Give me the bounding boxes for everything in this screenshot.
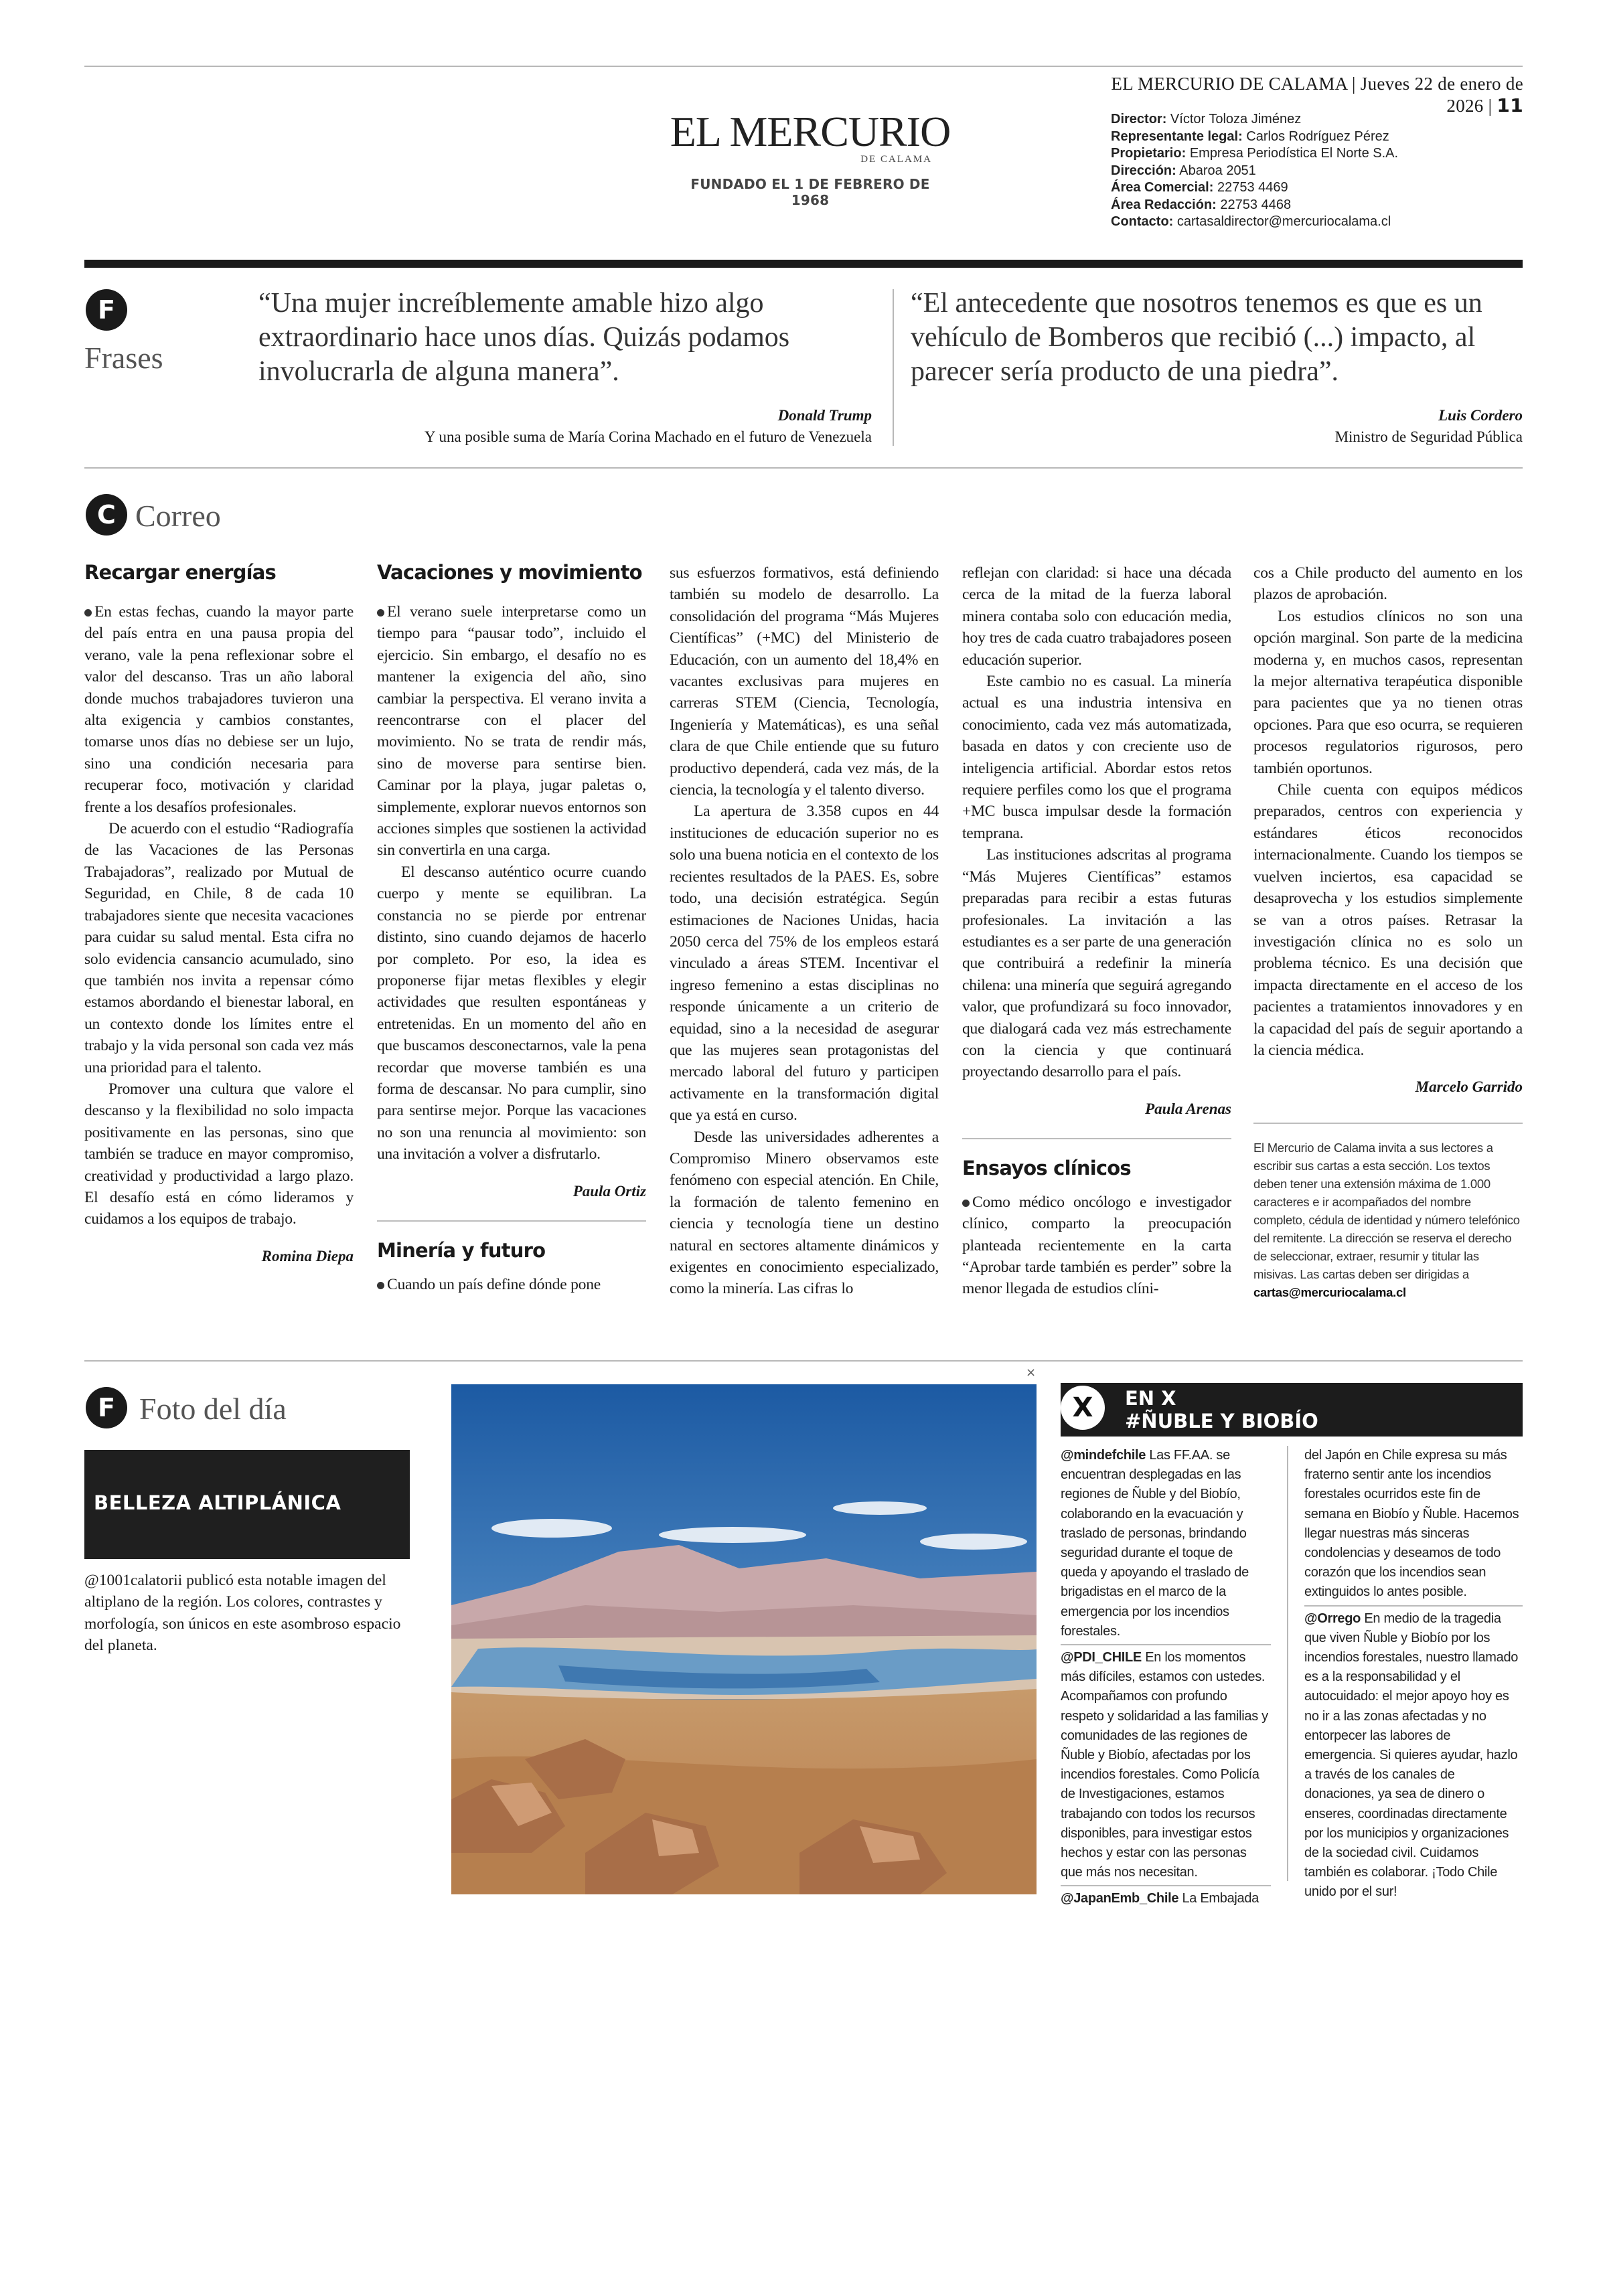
staff-line: Director: Víctor Toloza Jiménez xyxy=(1111,112,1302,127)
staff-line: Área Redacción: 22753 4468 xyxy=(1111,197,1292,212)
photo-caption: @1001calatorii publicó esta notable imagen del altiplano de la región. Los colores, contrastes y morfología, son únicos en este asombroso espacio del planeta. xyxy=(84,1572,401,1655)
x-icon: X xyxy=(1061,1386,1105,1430)
frases-bottom-rule xyxy=(84,467,1523,469)
x-post: @JapanEmb_Chile La Embajada xyxy=(1061,1891,1259,1906)
staff-line: Representante legal: Carlos Rodríguez Pérez xyxy=(1111,129,1389,144)
x-divider xyxy=(1061,1885,1271,1886)
letter-vacaciones: Vacaciones y movimiento El verano suele interpretarse como un tiempo para “pausar todo”, incluido el ejercicio. Sin embargo, el desafío no es mantener la exigencia del año, sino cambiar la perspectiva. El verano invita a reencontrarse con el placer del movimiento. No se trata de rendir más, sino de moverse para sentirse bien. Caminar por la playa, jugar paletas o, simplemente, explorar nuevos entornos son acciones simples que sostienen la actividad sin convertirla en una carga. El descanso auténtico ocurre cuando cuerpo y mente se equilibran. La constancia no se pierde por entrenar distinto, sino cuando dejamos de hacerlo por completo. Por eso, la idea es proponerse fijar metas flexibles y elegir actividades que resulten espontáneas y entretenidas. En un momento del año en que buscamos desconectarnos, vale la pena recordar que moverse también es una forma de descansar. No para cumplir, sino para sentirse mejor. Porque las vacaciones no son una renuncia al movimiento: son una invitación a volver a disfrutarlo. Paula Ortiz Minería y futuro Cuando un país define dónde pone xyxy=(377,561,646,1293)
letter-body: sus esfuerzos formativos, está definiendo también su modelo de desarrollo. La consolidación del programa “Más Mujeres Científicas” (+MC) del Ministerio de Educación, con un aumento del 18,4% en vacantes exclusivas para mujeres en carreras STEM (Ciencia, Tecnología, Ingeniería y Matemáticas), es una señal clara de que Chile entiende que su futuro productivo dependerá, cada vez más, de la ciencia, la tecnología y el talento diverso. La apertura de 3.358 cupos en 44 instituciones de educación superior no es solo una buena noticia en el contexto de los recientes resultados de la PAES. Es, sobre todo, una decisión estratégica. Según estimaciones de Naciones Unidas, hacia 2050 cerca del 75% de los empleos estará vinculado a áreas STEM. Incentivar el ingreso femenino a estas disciplinas no responde únicamente a un criterio de equidad, sino a la necesidad de asegurar que las mujeres sean protagonistas del mercado laboral del futuro y participen activamente en la transformación digital que ya está en curso. Desde las universidades adherentes a Compromiso Minero observamos este fenómeno con especial atención. En Chile, la formación de talento femenino en ciencia y tecnología tiene un destino natural en sectores altamente dinámicos y exigentes en conocimiento especializado, como la minería. Las cifras lo xyxy=(670,564,939,1298)
letter-divider xyxy=(377,1220,646,1222)
letter-headline: Vacaciones y movimiento xyxy=(377,561,642,584)
founded-line: FUNDADO EL 1 DE FEBRERO DE 1968 xyxy=(690,176,930,208)
x-posts-col2 xyxy=(1304,1446,1523,1902)
letter-signature: Marcelo Garrido xyxy=(1415,1078,1523,1096)
staff-line: Contacto: cartasaldirector@mercuriocalama.cl xyxy=(1111,214,1391,229)
letter-recargar-energias xyxy=(84,561,354,1265)
frases-icon: F xyxy=(86,289,127,331)
top-rule xyxy=(84,66,1523,67)
folio: EL MERCURIO DE CALAMA | Jueves 22 de enero de 2026 | 11 xyxy=(1111,74,1523,116)
quote-1-author: Donald Trump xyxy=(777,407,872,424)
staff-box xyxy=(1111,111,1513,231)
letter-ensayos-cont xyxy=(1253,562,1523,1301)
x-handle[interactable]: @Orrego xyxy=(1304,1611,1361,1626)
letter-mineria-cont xyxy=(670,562,939,1300)
masthead-city: DE CALAMA xyxy=(860,154,932,165)
correo-icon: C xyxy=(86,494,127,536)
quote-divider xyxy=(893,289,894,446)
quote-2-author: Luis Cordero xyxy=(1438,407,1523,424)
correo-title: Correo xyxy=(135,499,221,533)
staff-line: Dirección: Abaroa 2051 xyxy=(1111,163,1256,178)
foto-title: Foto del día xyxy=(139,1392,287,1426)
letters-email[interactable]: cartas@mercuriocalama.cl xyxy=(1253,1285,1406,1300)
x-divider xyxy=(1061,1644,1271,1645)
letter-headline: Minería y futuro xyxy=(377,1238,546,1262)
letter-signature: Romina Diepa xyxy=(261,1247,354,1264)
x-column-divider xyxy=(1287,1446,1288,1881)
x-divider xyxy=(1304,1605,1523,1607)
x-post: @Orrego En medio de la tragedia que viven Ñuble y Biobío por los incendios forestales, nuestro llamado es a la responsabilidad y el autocuidado: el mejor apoyo hoy es no ir a las zonas afectadas y no entorpecer las labores de emergencia. Si quieres ayudar, hazlo a través de los canales de donaciones, ya sea de dinero o enseres, coordinadas directamente por los municipios y organizaciones de la sociedad civil. Cuidamos también es colaborar. ¡Todo Chile unido por el sur! xyxy=(1304,1611,1519,1900)
letter-body: En estas fechas, cuando la mayor parte del país entra en una pausa propia del verano, vale la pena reflexionar sobre el valor del descanso. Tras un año laboral donde muchos trabajadores tuvieron una alta exigencia y cambios constantes, tomarse unos días no debiese ser un lujo, sino una condición necesaria para recuperar foco, motivación y claridad frente a los desafíos profesionales. De acuerdo con el estudio “Radiografía de las Vacaciones de las Personas Trabajadoras”, realizado por Mutual de Seguridad, en Chile, 8 de cada 10 trabajadores siente que necesita vacaciones para cuidar su salud mental. Esta cifra no solo evidencia cansancio acumulado, sino que también nos invita a repensar cómo estamos abordando el bienestar laboral, en un contexto donde los límites entre el trabajo y la vida personal son cada vez más una prioridad para el talento. Promover una cultura que valore el descanso y la flexibilidad no solo impacta positivamente en las personas, sino que también se traduce en mayor compromiso, creatividad y productividad a largo plazo. El desafío está en cómo lideramos y cuidamos a los equipos de trabajo. xyxy=(84,603,354,1228)
letter-headline: Recargar energías xyxy=(84,561,277,584)
letter-mineria-end: reflejan con claridad: si hace una década cerca de la mitad de la fuerza laboral minera contaba solo con educación media, hoy tres de cada cuatro trabajadores poseen educación superior. Este cambio no es casual. La minería actual es una industria intensiva en conocimiento, cada vez más automatizada, basada en datos y con creciente uso de inteligencia artificial. Abordar estos retos requiere perfiles como los que el programa +MC busca impulsar desde la formación temprana. Las instituciones adscritas al programa “Más Mujeres Científicas” estamos preparadas para recibir a estas futuras profesionales. La invitación a las estudiantes es a ser parte de una generación que contribuirá a redefinir la minería chilena: una minería que seguirá agregando valor, que profundizará su foco innovador, que dialogará cada vez más estrechamente con la ciencia y que continuará proyectando desarrollo para el país. Paula Arenas Ensayos clínicos Como médico oncólogo e investigador clínico, comparto la preocupación planteada recientemente en la carta “Aprobar tarde también es perder” sobre la menor llegada de estudios clíni- xyxy=(962,562,1231,1300)
thick-rule xyxy=(84,260,1523,268)
x-posts-col1 xyxy=(1061,1446,1271,1909)
staff-line: Área Comercial: 22753 4469 xyxy=(1111,180,1288,195)
page-number: 11 xyxy=(1497,94,1523,116)
frases-title: Frases xyxy=(84,341,163,375)
letter-body: cos a Chile producto del aumento en los plazos de aprobación. Los estudios clínicos no son una opción marginal. Son parte de la medicina moderna y, en muchos casos, representan la mejor alternativa terapéutica disponible para pacientes que ya no tienen otras opciones. Para que eso ocurra, se requieren procesos regulatorios rigurosos, pero también oportunos. Chile cuenta con equipos médicos preparados, centros con experiencia y estándares éticos reconocidos internacionalmente. Cuando los tiempos se vuelven inciertos, esa capacidad se desaprovecha y los estudios simplemente se van a otros países. Retrasar la investigación clínica no es solo un problema técnico. Es una decisión que impacta directamente en el acceso de los pacientes a tratamientos innovadores y en la capacidad del país de seguir aportando a la ciencia médica. xyxy=(1253,564,1523,1059)
staff-line: Propietario: Empresa Periodística El Norte S.A. xyxy=(1111,146,1399,161)
quote-2-role: Ministro de Seguridad Pública xyxy=(1334,428,1523,445)
en-x-title: EN X xyxy=(1125,1387,1176,1410)
masthead-name: EL MERCURIO xyxy=(670,108,951,155)
quote-1: “Una mujer increíblemente amable hizo algo extraordinario hace unos días. Quizás podamos involucrarla de alguna manera”. xyxy=(258,288,790,387)
x-post: @PDI_CHILE En los momentos más difíciles, estamos con ustedes. Acompañamos con profundo respeto y solidaridad a las familias y comunidades de las regiones de Ñuble y Biobío, afectadas por los incendios forestales. Como Policía de Investigaciones, estamos trabajando con todos los recursos disponibles, para investigar estos hechos y estar con las personas que más nos necesitan. xyxy=(1061,1650,1268,1880)
quote-1-role: Y una posible suma de María Corina Machado en el futuro de Venezuela xyxy=(424,428,872,445)
en-x-header xyxy=(1061,1383,1523,1437)
letter-signature: Paula Ortiz xyxy=(572,1182,646,1200)
letter-headline: Ensayos clínicos xyxy=(962,1156,1131,1179)
photo-close-icon[interactable]: × xyxy=(1026,1366,1037,1380)
letters-note: El Mercurio de Calama invita a sus lectores a escribir sus cartas a esta sección. Los textos deben tener una extensión máxima de 1.000 caracteres e ir acompañados del nombre completo, cédula de identidad y número telefónico del remitente. La dirección se reserva el derecho de seleccionar, extraer, resumir y titular las misivas. Las cartas deben ser dirigidas a cartas@mercuriocalama.cl xyxy=(1253,1141,1520,1300)
x-post: @mindefchile Las FF.AA. se encuentran desplegadas en las regiones de Ñuble y del Biobío, colaborando en la evacuación y traslado de personas, brindando seguridad durante el toque de queda y apoyando el traslado de brigadistas en el marco de la emergencia por los incendios forestales. xyxy=(1061,1448,1249,1639)
letter-divider xyxy=(1253,1123,1523,1124)
letter-signature: Paula Arenas xyxy=(1145,1100,1231,1117)
caption-title: BELLEZA ALTIPLÁNICA xyxy=(94,1491,341,1514)
x-handle[interactable]: @PDI_CHILE xyxy=(1061,1650,1142,1665)
foto-icon: F xyxy=(86,1387,127,1428)
correo-bottom-rule xyxy=(84,1360,1523,1362)
x-handle[interactable]: @mindefchile xyxy=(1061,1448,1146,1463)
x-post-cont: del Japón en Chile expresa su más fraterno sentir ante los incendios forestales ocurridos este fin de semana en Biobío y Ñuble. Hacemos llegar nuestras más sinceras condolencias y deseamos de todo corazón que los incendios sean extinguidos lo antes posible. xyxy=(1304,1448,1519,1600)
quote-2: “El antecedente que nosotros tenemos es que es un vehículo de Bomberos que recibió (...) impacto, al parecer sería producto de una piedra”. xyxy=(911,288,1482,387)
altiplano-photo-svg xyxy=(451,1384,1037,1894)
masthead xyxy=(670,108,951,208)
caption-box xyxy=(84,1450,410,1559)
x-handle[interactable]: @JapanEmb_Chile xyxy=(1061,1891,1179,1906)
letter-body: El verano suele interpretarse como un tiempo para “pausar todo”, incluido el ejercicio. Sin embargo, el desafío no es mantener la exigencia del año, sino cambiar la perspectiva. El verano invita a reencontrarse con el placer del movimiento. No se trata de rendir más, sino de moverse para sentirse bien. Caminar por la playa, jugar paletas o, simplemente, explorar nuevos entornos son acciones simples que sostienen la actividad sin convertirla en una carga. El descanso auténtico ocurre cuando cuerpo y mente se equilibran. La constancia no se pierde por entrenar distinto, sino cuando dejamos de hacerlo por completo. Por eso, la idea es proponerse fijar metas flexibles y elegir actividades que resulten espontáneas y entretenidas. En un momento del año en que buscamos desconectarnos, vale la pena recordar que moverse también es una forma de descansar. No para cumplir, sino para sentirse mejor. Porque las vacaciones no son una renuncia al movimiento: son una invitación a volver a disfrutarlo. xyxy=(377,603,646,1163)
en-x-subtitle: #ÑUBLE Y BIOBÍO xyxy=(1125,1410,1318,1432)
letter-body: reflejan con claridad: si hace una década cerca de la mitad de la fuerza laboral minera contaba solo con educación media, hoy tres de cada cuatro trabajadores poseen educación superior. Este cambio no es casual. La minería actual es una industria intensiva en conocimiento, cada vez más automatizada, basada en datos y con creciente uso de inteligencia artificial. Abordar estos retos requiere perfiles como los que el programa +MC busca impulsar desde la formación temprana. Las instituciones adscritas al programa “Más Mujeres Científicas” estamos preparadas para recibir a estas futuras profesionales. La invitación a las estudiantes es a ser parte de una generación que contribuirá a redefinir la minería chilena: una minería que seguirá agregando valor, que profundizará su foco innovador, que dialogará cada vez más estrechamente con la ciencia y que continuará proyectando desarrollo para el país. xyxy=(962,564,1231,1081)
altiplano-photo xyxy=(451,1384,1037,1894)
letter-divider xyxy=(962,1138,1231,1139)
